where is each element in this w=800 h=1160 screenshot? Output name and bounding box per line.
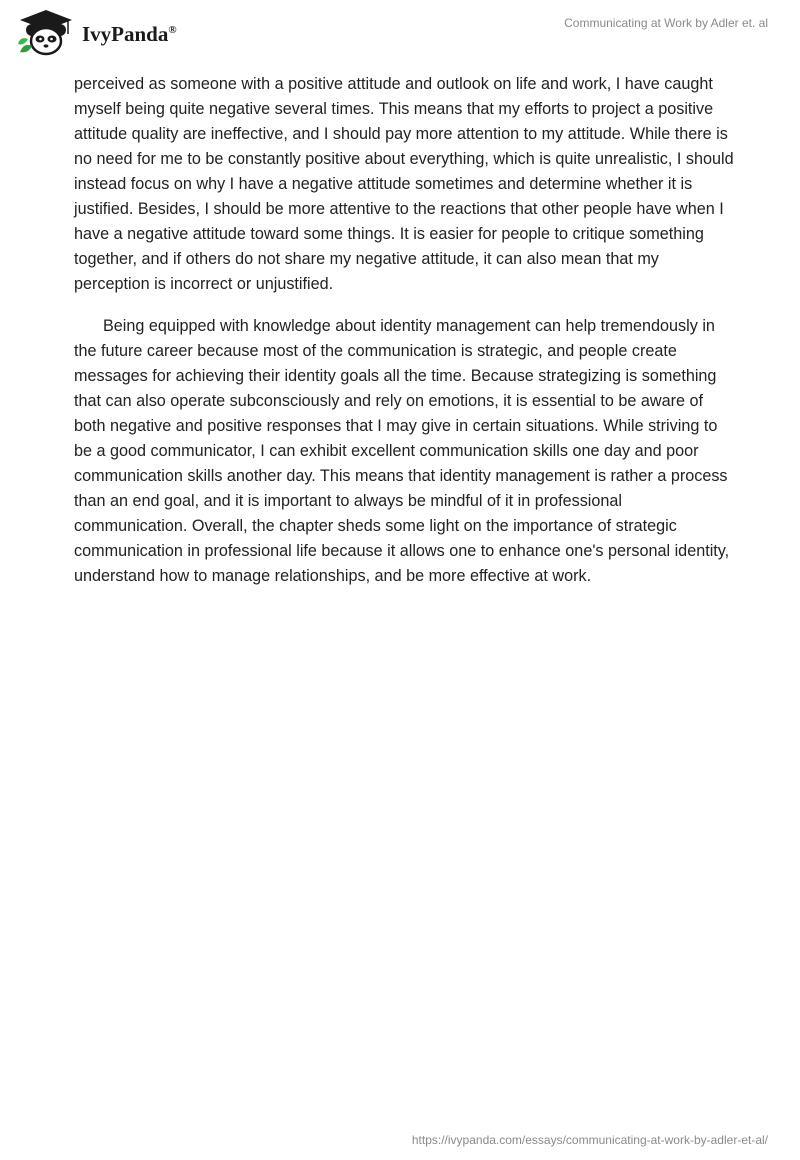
essay-body	[74, 72, 734, 606]
registered-mark: ®	[168, 23, 177, 36]
paragraph: perceived as someone with a positive attitude and outlook on life and work, I have caught myself being quite negative several times. This means that my efforts to project a positive attitude quality are ineffective, and I should pay more attention to my attitude. While there is no need for me to be constantly positive about everything, which is quite unrealistic, I should instead focus on why I have a negative attitude sometimes and determine whether it is justified. Besides, I should be more attentive to the reactions that other people have when I have a negative attitude toward some things. It is easier for people to critique something together, and if others do not share my negative attitude, it can also mean that my perception is incorrect or unjustified.	[74, 75, 734, 293]
paragraph: Being equipped with knowledge about identity management can help tremendously in the future career because most of the communication is strategic, and people create messages for achieving their identity goals all the time. Because strategizing is something that can also operate subconsciously and rely on emotions, it is essential to be aware of both negative and positive responses that I may give in certain situations. While striving to be a good communicator, I can exhibit excellent communication skills one day and poor communication skills another day. This means that identity management is rather a process than an end goal, and it is important to always be mindful of it in professional communication. Overall, the chapter sheds some light on the importance of strategic communication in professional life because it allows one to enhance one's personal identity, understand how to manage relationships, and be more effective at work.	[74, 317, 730, 585]
document-title: Communicating at Work by Adler et. al	[564, 16, 768, 30]
source-url[interactable]: https://ivypanda.com/essays/communicating-at-work-by-adler-et-al/	[411, 1133, 768, 1147]
brand-name: IvyPanda®	[82, 21, 177, 46]
panda-logo-icon	[14, 8, 78, 58]
logo[interactable]	[14, 8, 177, 58]
page-header	[0, 0, 800, 70]
